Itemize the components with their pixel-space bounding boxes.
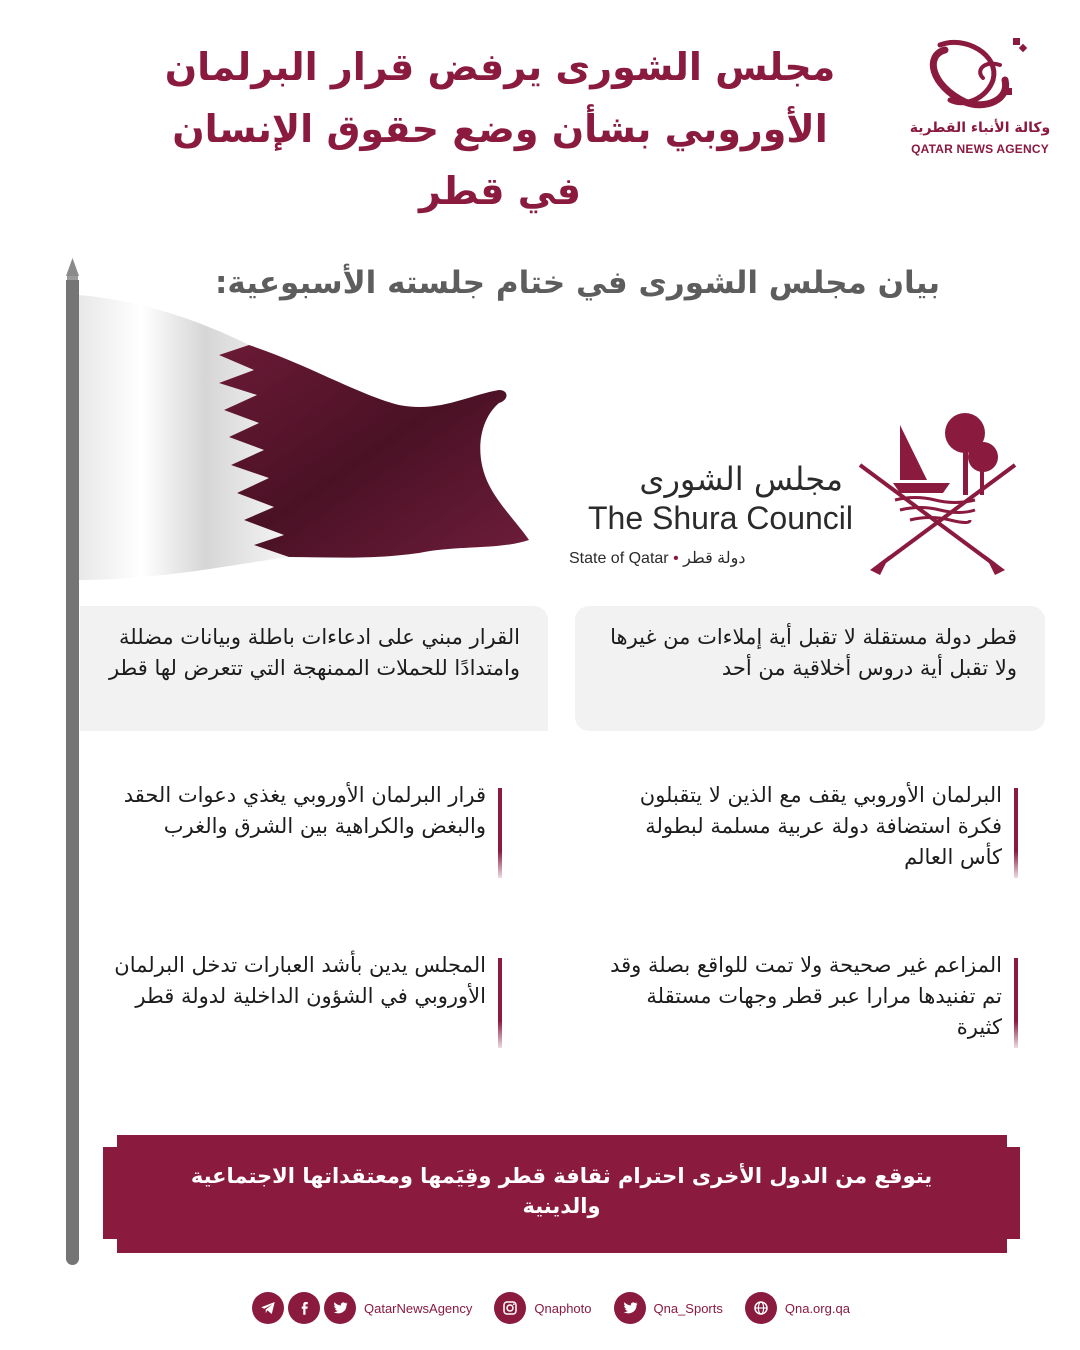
qatar-flag-icon [79,295,549,585]
statement-point-world-cup: البرلمان الأوروبي يقف مع الذين لا يتقبلون فكرة استضافة دولة عربية مسلمة لبطولة كأس العالم [600,780,1018,873]
handle-qnaphoto[interactable]: Qnaphoto [534,1300,592,1316]
twitter-icon[interactable] [324,1292,356,1324]
qatar-emblem-icon [855,405,1020,575]
handle-website[interactable]: Qna.org.qa [784,1300,850,1316]
qna-logo-english: QATAR NEWS AGENCY [911,142,1049,156]
handle-qatarnewsagency[interactable]: QatarNewsAgency [364,1300,473,1316]
qna-logo-icon [905,30,1055,120]
title-line: مجلس الشورى يرفض قرار البرلمان [164,45,836,89]
social-footer [252,1290,872,1326]
statement-heading: بيان مجلس الشورى في ختام جلسته الأسبوعية: [215,265,940,301]
shura-state-line [569,548,849,568]
separator-dot-icon: • [673,550,684,567]
conclusion-banner: يتوقع من الدول الأخرى احترام ثقافة قطر وقِيَمها ومعتقداتها الاجتماعية والدينية [103,1147,1020,1239]
title-line: الأوروبي بشأن وضع حقوق الإنسان [172,107,828,151]
statement-point-interference: المجلس يدين بأشد العبارات تدخل البرلمان الأوروبي في الشؤون الداخلية لدولة قطر [100,950,502,1012]
twitter-icon[interactable] [614,1292,646,1324]
flagpole [66,280,79,1265]
qna-logo-arabic: وكالة الأنباء القطرية [909,120,1051,136]
globe-icon[interactable] [745,1292,777,1324]
state-arabic: دولة قطر [683,550,746,567]
instagram-icon[interactable] [494,1292,526,1324]
handle-qna-sports[interactable]: Qna_Sports [653,1300,723,1316]
shura-arabic-name: مجلس الشورى [639,460,843,498]
page-title [150,36,850,222]
qna-logo [905,30,1055,160]
statement-point-hatred: قرار البرلمان الأوروبي يغذي دعوات الحقد والبغض والكراهية بين الشرق والغرب [100,780,502,842]
title-line: في قطر [418,169,582,213]
telegram-icon[interactable] [252,1292,284,1324]
facebook-icon[interactable] [288,1292,320,1324]
shura-council-logo [555,400,1025,590]
state-english: State of Qatar [569,550,669,567]
shura-english-name: The Shura Council [587,500,853,536]
statement-card-false-claims: القرار مبني على ادعاءات باطلة وبيانات مضللة وامتدادًا للحملات الممنهجة التي تتعرض لها قطر [80,606,548,731]
statement-card-independence: قطر دولة مستقلة لا تقبل أية إملاءات من غيرها ولا تقبل أية دروس أخلاقية من أحد [575,606,1045,731]
statement-point-claims-refuted: المزاعم غير صحيحة ولا تمت للواقع بصلة وقد تم تفنيدها مرارا عبر قطر وجهات مستقلة كثيرة [600,950,1018,1043]
